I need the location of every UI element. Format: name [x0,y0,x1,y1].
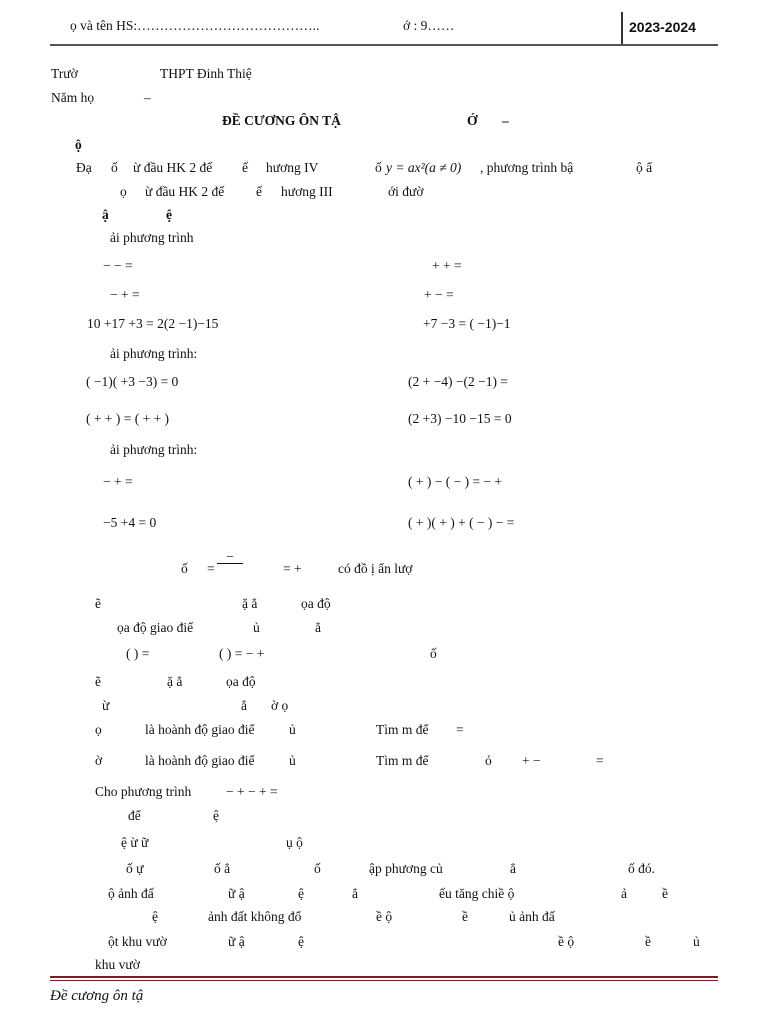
ex5-item2-b: ẳ [241,698,247,713]
scope-algebra-3: ừ đầu HK 2 đế [133,160,213,175]
ex5-item2-c: ờ ọ [271,698,289,713]
ex4-item3-a: ( ) = [126,646,150,661]
school-label: Trườ [51,66,78,81]
ex7-line1-d: ập phương củ [369,861,443,876]
ex7-line4-a: ột khu vườ [108,934,167,949]
ex6-title: Cho phương trình [95,784,192,799]
ex1-eq-a: − − = [103,258,133,273]
ex2-eq-d: (2 +3) −10 −15 = 0 [408,411,512,426]
ex5-item1-c: ọa độ [226,674,256,689]
scope-algebra-8: ộ ẩ [636,160,653,175]
page-title-dash: – [502,113,509,128]
ex1-eq-e: 10 +17 +3 = 2(2 −1)−15 [87,316,219,331]
ex4-text-c: có đồ ị ẩn lượ [338,561,413,576]
ex7-line2-e: ếu tăng chiề ộ [439,886,515,901]
ex4-fraction-numerator: − [217,551,243,564]
ex5-item4-a: ờ [95,753,103,768]
ex7-line4-f: ủ [693,934,700,949]
ex7-line1-f: ố đó. [628,861,655,876]
ex4-item3-c: ố [430,646,437,661]
ex7-line2-f: ả [621,886,627,901]
ex4-item2-c: ẳ [315,620,321,635]
ex7-line3-a: ệ [152,909,158,924]
footer-rule-top [50,976,718,978]
scope-algebra-formula: y = ax²(a ≠ 0) [386,160,462,175]
page-title-grade: Ớ [467,113,478,128]
ex5-item4-e: ỏ [485,753,492,768]
ex5-item1-b: ặ ẳ [167,674,183,689]
ex7-line4-c: ệ [298,934,304,949]
ex4-fraction-denominator [217,564,243,576]
ex5-item4-c: ủ [289,753,296,768]
header-divider [621,12,623,45]
ex7-line5-a: khu vườ [95,957,140,972]
ex7-line3-b: ảnh đất không đổ [208,909,302,924]
ex4-item1-c: ọa độ [301,596,331,611]
scope-algebra-6: ố [375,160,382,175]
ex5-item3-a: ọ [95,722,102,737]
school-year-label: Năm họ [51,90,95,105]
ex4-item1-a: ẽ [95,596,101,611]
scope-geometry-5: ới đườ [388,184,424,199]
ex2-eq-a: ( −1)( +3 −3) = 0 [86,374,179,389]
ex1-eq-c: − + = [110,287,140,302]
scope-algebra-7: , phương trình bậ [480,160,574,175]
footer-rule-bottom [50,980,718,981]
ex5-item4-f: + − [522,753,541,768]
student-name-field: ọ và tên HS:………………………………….. [70,18,320,33]
ex5-item4-g: = [596,753,604,768]
ex7-line1-a: ố ự [126,861,144,876]
ex1-title: ải phương trình [110,230,194,245]
school-name: THPT Đinh Thiệ [160,66,252,81]
scope-geometry-3: ế [256,184,262,199]
ex7-line2-c: ệ [298,886,304,901]
ex3-eq-d: ( + )( + ) + ( − ) − = [408,515,515,530]
school-year: 2023-2024 [629,19,696,35]
ex6-part-a-1: để [128,808,141,823]
ex6-part-b-2: ụ ộ [286,835,303,850]
school-year-dash: – [144,90,151,105]
ex7-line3-d: ề [462,909,468,924]
ex4-text-a: ố [181,561,188,576]
scope-algebra-2: ố [111,160,118,175]
ex1-eq-b: + + = [432,258,462,273]
ex3-eq-c: −5 +4 = 0 [103,515,157,530]
ex5-item1-a: ẽ [95,674,101,689]
ex5-item4-d: Tìm m để [376,753,429,768]
part1-heading-2: ệ [166,207,172,222]
ex4-item2-b: ủ [253,620,260,635]
ex1-eq-d: + − = [424,287,454,302]
ex6-equation: − + − + = [226,784,278,799]
ex5-item3-c: ủ [289,722,296,737]
ex7-line2-d: ẳ [352,886,358,901]
ex1-eq-f: +7 −3 = ( −1)−1 [423,316,511,331]
ex7-line1-c: ố [314,861,321,876]
ex7-line4-b: ữ ậ [228,934,245,949]
scope-algebra-1: Đạ [76,160,92,175]
ex2-title: ải phương trình: [110,346,198,361]
header-rule [50,44,718,46]
ex7-line2-g: ề [662,886,668,901]
ex5-item4-b: là hoành độ giao điể [145,753,255,768]
section-a-heading: ộ [75,137,82,152]
ex4-item3-b: ( ) = − + [219,646,265,661]
ex2-eq-c: ( + + ) = ( + + ) [86,411,170,426]
part1-heading-1: ậ [102,207,109,222]
ex6-part-b-1: ệ ừ ữ [121,835,149,850]
ex4-item1-b: ặ ẳ [242,596,258,611]
page-title: ĐỀ CƯƠNG ÔN TẬ [222,113,341,128]
scope-geometry-4: hương III [281,184,333,199]
ex4-eq-sign: = [207,561,215,576]
ex5-item2-a: ừ [102,698,110,713]
class-field: ớ : 9…… [403,18,455,33]
ex6-part-a-2: ệ [213,808,219,823]
scope-algebra-4: ế [242,160,248,175]
ex5-item3-d: Tìm m để [376,722,429,737]
ex2-eq-b: (2 + −4) −(2 −1) = [408,374,508,389]
ex7-line4-e: ề [645,934,651,949]
ex7-line1-b: ố ẳ [214,861,231,876]
ex7-line2-b: ữ ậ [228,886,245,901]
scope-geometry-1: ọ [120,184,127,199]
footer-text: Đề cương ôn tậ [50,988,144,1004]
ex4-item2-a: ọa độ giao điể [117,620,194,635]
ex3-eq-a: − + = [103,474,133,489]
ex3-title: ải phương trình: [110,442,198,457]
ex4-text-b: = + [283,561,302,576]
scope-geometry-2: ừ đầu HK 2 đế [145,184,225,199]
ex3-eq-b: ( + ) − ( − ) = − + [408,474,503,489]
ex7-line2-a: ộ ảnh đấ [108,886,154,901]
ex7-line3-e: ủ ảnh đấ [509,909,555,924]
ex7-line4-d: ề ộ [558,934,575,949]
ex7-line3-c: ề ộ [376,909,393,924]
ex5-item3-b: là hoành độ giao điể [145,722,255,737]
ex7-line1-e: ẳ [510,861,516,876]
ex4-fraction [217,551,243,576]
scope-algebra-5: hương IV [266,160,319,175]
ex5-item3-e: = [456,722,464,737]
